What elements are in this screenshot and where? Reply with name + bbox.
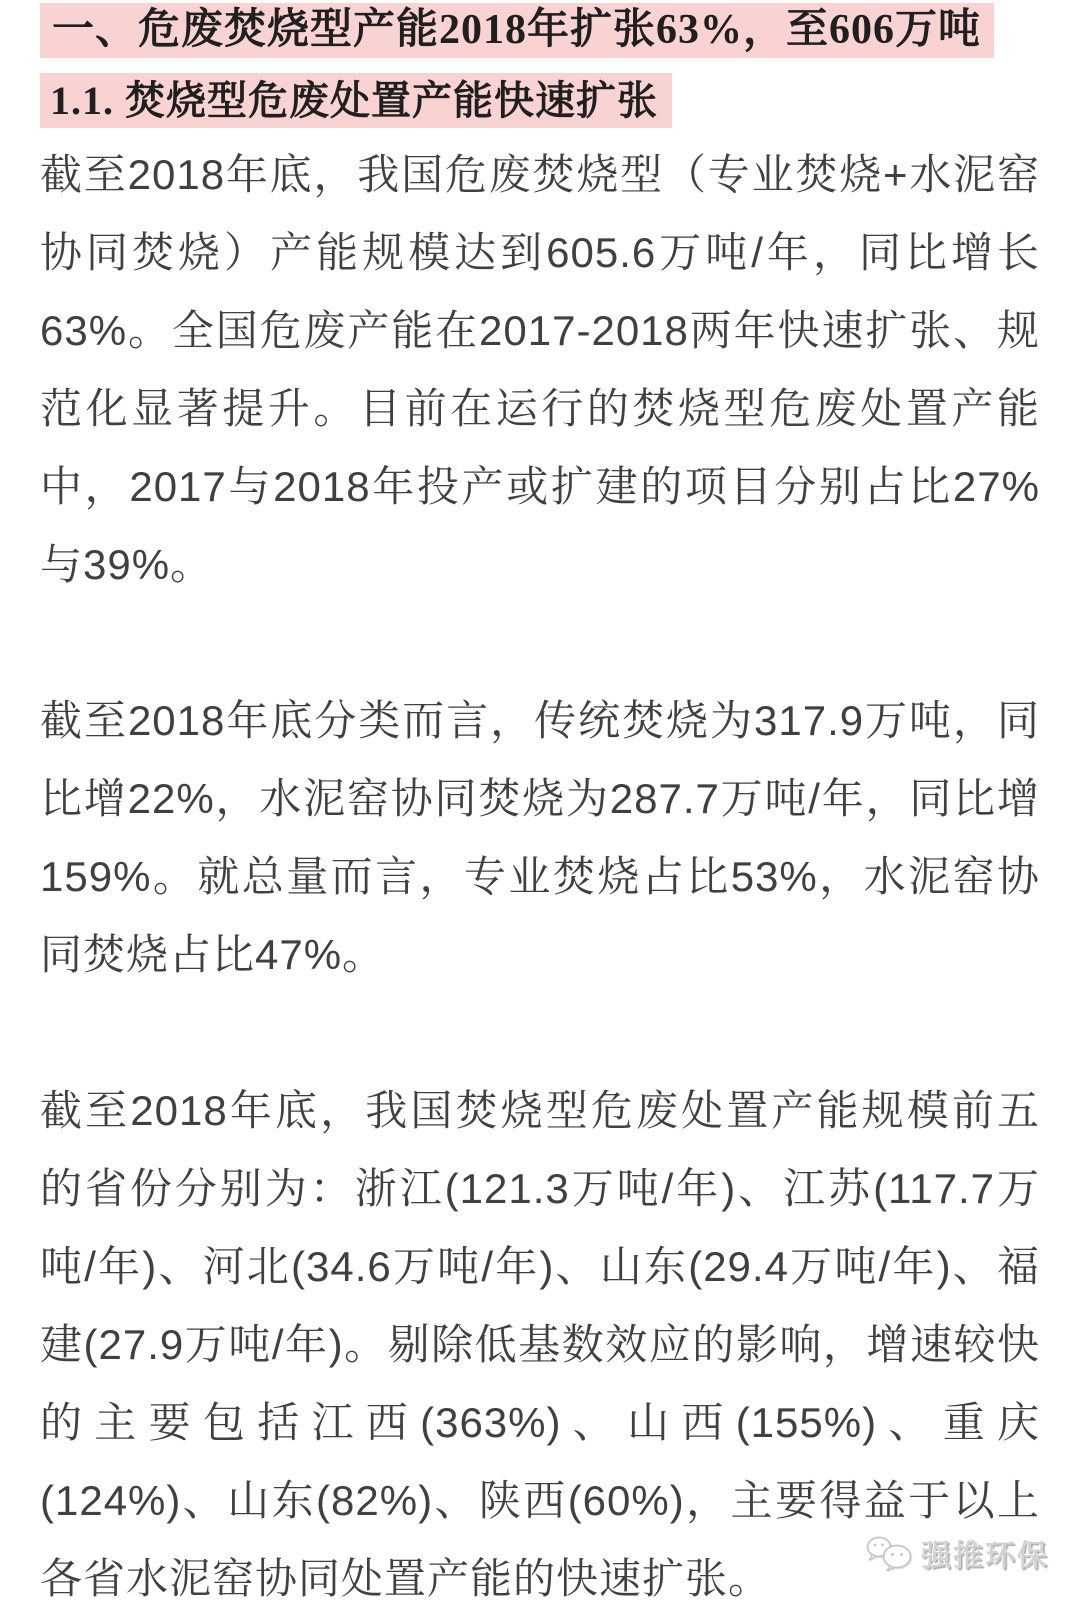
subsection-heading: 1.1. 焚烧型危废处置产能快速扩张 [40, 73, 672, 128]
paragraph-category-breakdown: 截至2018年底分类而言，传统焚烧为317.9万吨，同比增22%，水泥窑协同焚烧为287.7万吨/年，同比增159%。就总量而言，专业焚烧占比53%，水泥窑协同焚烧占比47%。 [40, 697, 1040, 978]
article-body [40, 136, 1040, 1618]
watermark-label: 强推环保 [921, 1540, 1049, 1573]
paragraph-capacity-expansion: 截至2018年底，我国危废焚烧型（专业焚烧+水泥窑协同焚烧）产能规模达到605.6万吨/年，同比增长63%。全国危废产能在2017-2018两年快速扩张、规范化显著提升。目前在运行的焚烧型危废处置产能中，2017与2018年投产或扩建的项目分别占比27%与39%。 [40, 151, 1040, 588]
paragraph-province-ranking: 截至2018年底，我国焚烧型危废处置产能规模前五的省份分别为：浙江(121.3万吨/年)、江苏(117.7万吨/年)、河北(34.6万吨/年)、山东(29.4万吨/年)、福建(27.9万吨/年)。剔除低基数效应的影响，增速较快的主要包括江西(363%)、山西(155%)、重庆(124%)、山东(82%)、陕西(60%)，主要得益于以上各省水泥窑协同处置产能的快速扩张。 [40, 1087, 1040, 1602]
section-heading: 一、危废焚烧型产能2018年扩张63%，至606万吨 [40, 3, 994, 58]
